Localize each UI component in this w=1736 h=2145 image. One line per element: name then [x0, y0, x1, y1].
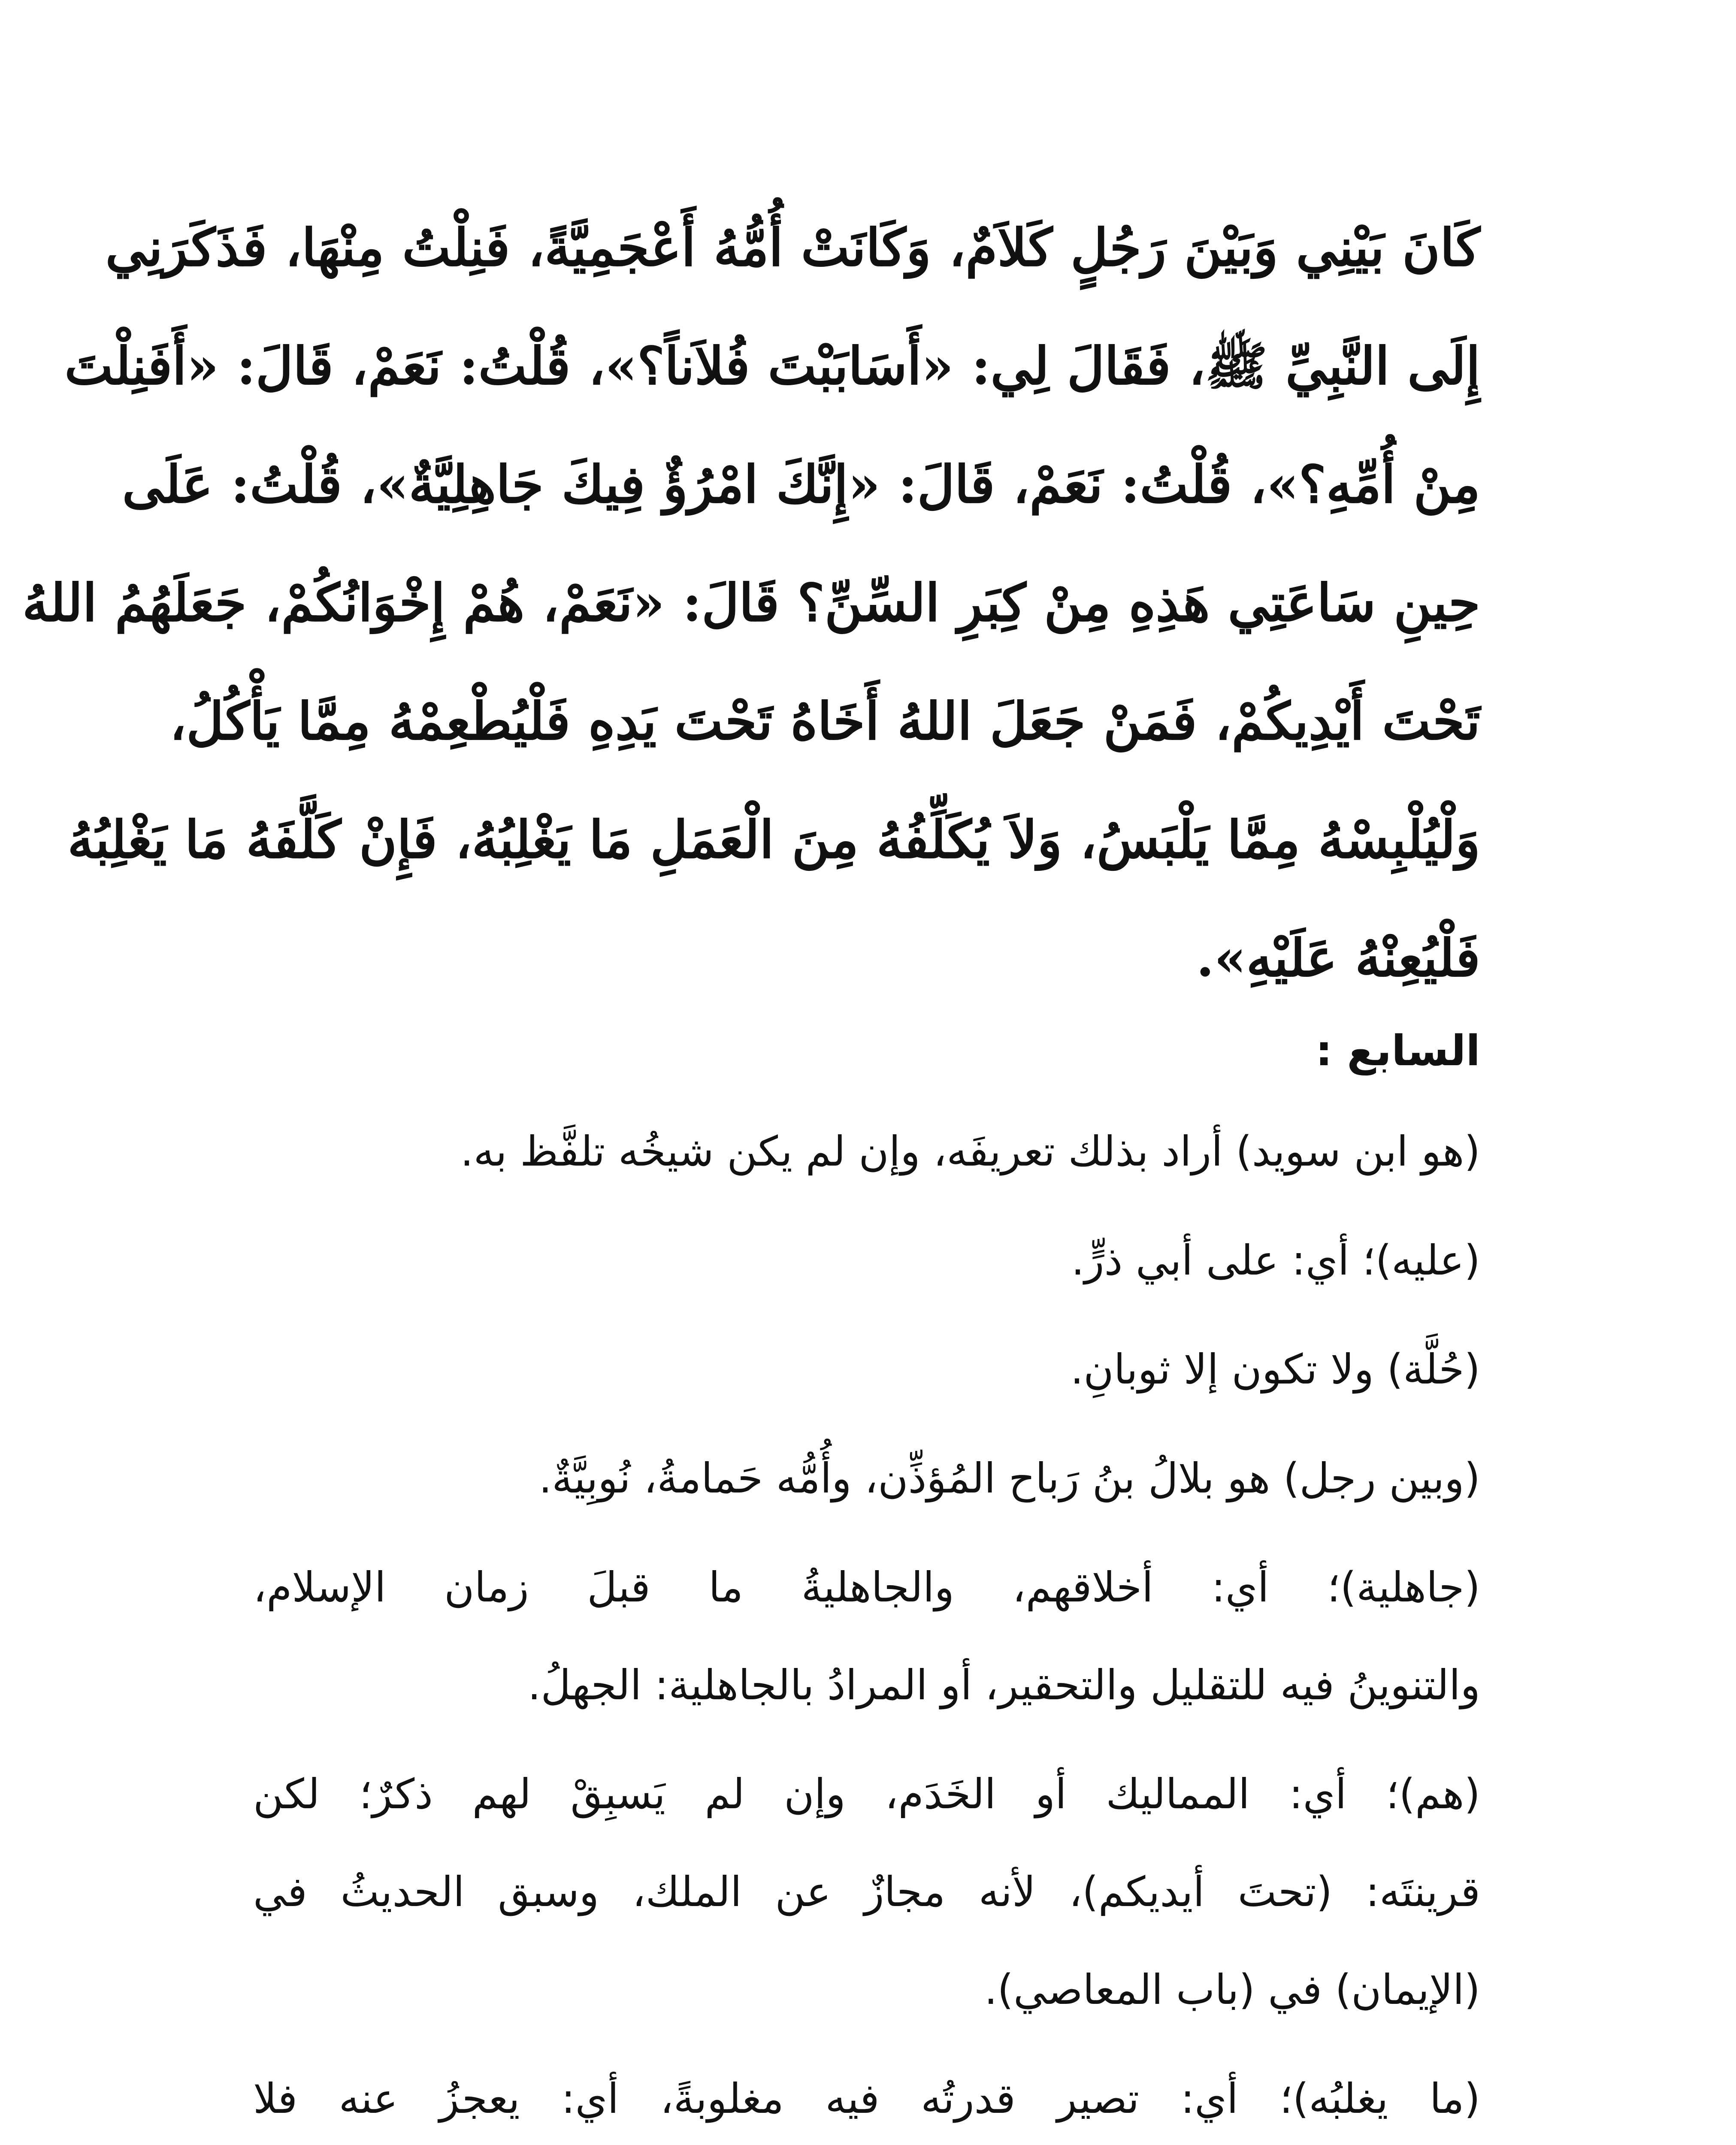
- hadith-line: كَانَ بَيْنِي وَبَيْنَ رَجُلٍ كَلاَمٌ، وَكَانَتْ أُمُّهُ أَعْجَمِيَّةً، فَنِلْتُ مِنْهَا، فَذَكَرَنِي: [105, 218, 1480, 278]
- hadith-line: إِلَى النَّبِيِّ ﷺ، فَقَالَ لِي: «أَسَابَبْتَ فُلاَناً؟»، قُلْتُ: نَعَمْ، قَالَ: «أَفَنِلْتَ: [64, 336, 1480, 396]
- hadith-line: حِينِ سَاعَتِي هَذِهِ مِنْ كِبَرِ السِّنِّ؟ قَالَ: «نَعَمْ، هُمْ إِخْوَانُكُمْ، جَعَلَهُمُ اللهُ: [22, 573, 1480, 633]
- commentary-line: (وبين رجل) هو بلالُ بنُ رَباح المُؤذِّن، وأُمُّه حَمامةُ، نُوبِيَّةٌ.: [538, 1454, 1480, 1502]
- commentary-line: (عليه)؛ أي: على أبي ذرٍّ.: [1071, 1236, 1480, 1284]
- hadith-line: وَلْيُلْبِسْهُ مِمَّا يَلْبَسُ، وَلاَ يُكَلِّفُهُ مِنَ الْعَمَلِ مَا يَغْلِبُهُ، فَإِنْ كَلَّفَهُ مَا يَغْلِبُهُ: [67, 810, 1480, 870]
- hadith-line: مِنْ أُمِّهِ؟»، قُلْتُ: نَعَمْ، قَالَ: «إِنَّكَ امْرُؤٌ فِيكَ جَاهِلِيَّةٌ»، قُلْتُ: عَلَى: [122, 454, 1480, 515]
- hadith-line: تَحْتَ أَيْدِيكُمْ، فَمَنْ جَعَلَ اللهُ أَخَاهُ تَحْتَ يَدِهِ فَلْيُطْعِمْهُ مِمَّا يَأْكُلُ،: [169, 691, 1480, 752]
- hadith-text: [22, 189, 1480, 1018]
- commentary-section: [253, 1000, 1480, 2145]
- commentary-line: والتنوينُ فيه للتقليل والتحقير، أو المرادُ بالجاهلية: الجهلُ.: [527, 1661, 1480, 1709]
- commentary-line: قرينتَه: (تحتَ أيديكم)، لأنه مجازٌ عن الملك، وسبق الحديثُ في: [253, 1868, 1480, 1916]
- commentary-line: (الإيمان) في (باب المعاصي).: [984, 1966, 1480, 2014]
- commentary-line: (هو ابن سويد) أراد بذلك تعريفَه، وإن لم يكن شيخُه تلفَّظ به.: [460, 1127, 1480, 1175]
- commentary-line: (حُلَّة) ولا تكون إلا ثوبانِ.: [1070, 1345, 1480, 1393]
- commentary-line: (جاهلية)؛ أي: أخلاقهم، والجاهليةُ ما قبلَ زمان الإسلام،: [253, 1563, 1480, 1611]
- section-heading: السابع :: [1316, 1027, 1480, 1076]
- commentary-line: (هم)؛ أي: المماليك أو الخَدَم، وإن لم يَسبِقْ لهم ذكرٌ؛ لكن: [253, 1770, 1480, 1818]
- commentary-line: (ما يغلبُه)؛ أي: تصير قدرتُه فيه مغلوبةً، أي: يعجزُ عنه فلا: [253, 2075, 1480, 2123]
- hadith-line: فَلْيُعِنْهُ عَلَيْهِ».: [1196, 928, 1480, 988]
